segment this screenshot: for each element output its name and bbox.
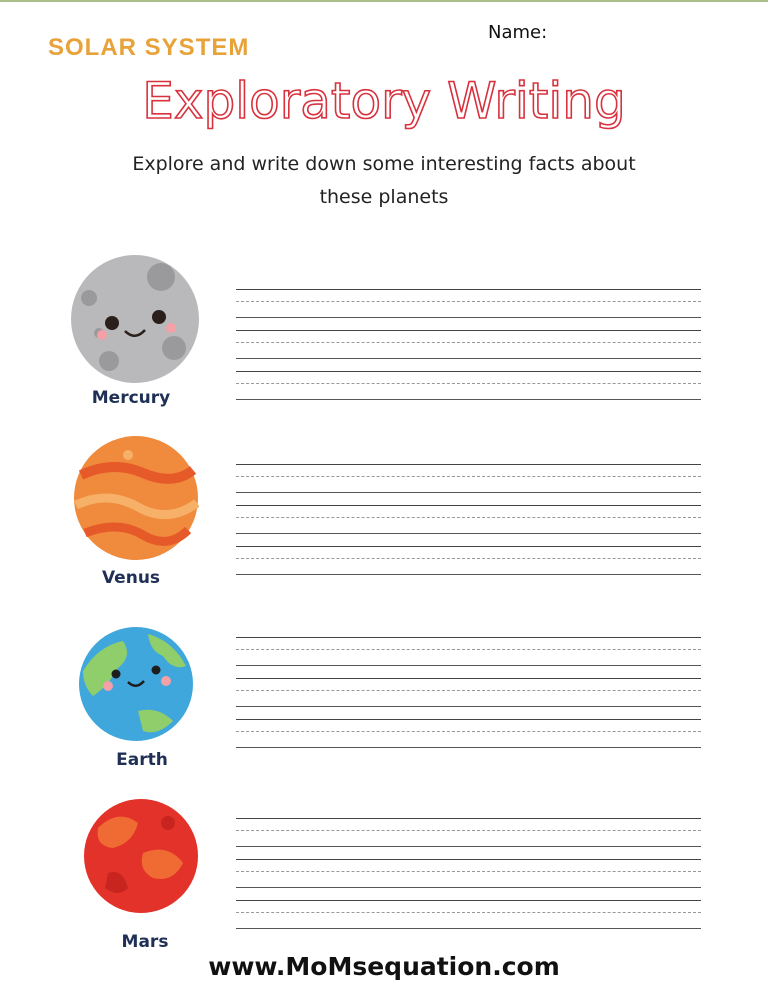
writing-lines-earth[interactable]: [236, 637, 701, 760]
planet-label-venus: Venus: [101, 568, 161, 588]
subject-heading: SOLAR SYSTEM: [48, 34, 250, 61]
instructions: [0, 148, 768, 214]
mercury-illustration: [69, 253, 201, 385]
planet-label-mercury: Mercury: [91, 388, 171, 408]
name-label: Name:: [488, 22, 548, 43]
worksheet-title: [0, 66, 768, 140]
writing-lines-mars[interactable]: [236, 818, 701, 941]
earth-illustration: [78, 626, 194, 742]
planet-label-mars: Mars: [121, 932, 169, 952]
title-text: Exploratory Writing: [142, 72, 626, 130]
mars-illustration: [83, 798, 199, 914]
instructions-line-2: these planets: [319, 186, 449, 208]
website-footer: www.MoMsequation.com: [208, 952, 560, 981]
writing-lines-mercury[interactable]: [236, 289, 701, 412]
instructions-line-1: Explore and write down some interesting facts about: [132, 153, 636, 175]
writing-lines-venus[interactable]: [236, 464, 701, 587]
top-border: [0, 0, 768, 2]
planet-label-earth: Earth: [116, 750, 168, 770]
venus-illustration: [73, 435, 199, 561]
